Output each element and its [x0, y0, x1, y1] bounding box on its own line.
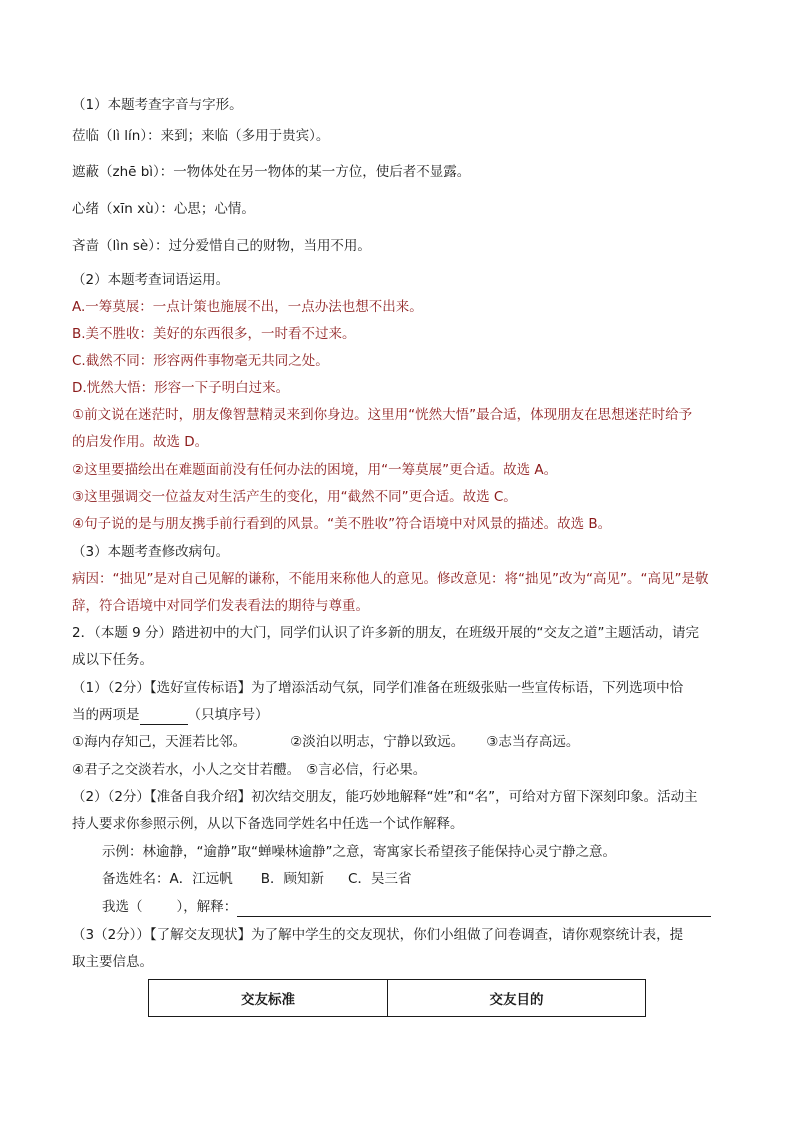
table-header-row — [149, 980, 646, 1017]
candidate-names — [102, 869, 411, 889]
q2-analysis-4: ④句子说的是与朋友携手前行看到的风景。“美不胜收”符合语境中对风景的描述。故选 B。 — [72, 516, 612, 532]
q2-heading: （2）本题考查词语运用。 — [72, 272, 230, 288]
question2-intro-line1: 2．（本题 9 分）踏进初中的大门，同学们认识了许多新的朋友，在班级开展的“交友之道”主题活动，请完 — [72, 625, 699, 641]
task1-line1: （1）（2分）【选好宣传标语】为了增添活动气氛，同学们准备在班级张贴一些宣传标语，下列选项中恰 — [72, 680, 684, 696]
q2-analysis-1-line1: ①前文说在迷茫时，朋友像智慧精灵来到你身边。这里用“恍然大悟”最合适，体现朋友在思想迷茫时给予 — [72, 407, 693, 423]
candidates-label: 备选姓名： — [102, 871, 170, 887]
q2-option-b: B.美不胜收：美好的东西很多，一时看不过来。 — [72, 326, 356, 342]
q1-item-3: 心绪（xīn xù）：心思；心情。 — [72, 201, 255, 217]
q1-heading: （1）本题考查字音与字形。 — [72, 97, 243, 113]
q1-item-2: 遮蔽（zhē bì）：一物体处在另一物体的某一方位，使后者不显露。 — [72, 164, 471, 180]
slogan-4: ④君子之交淡若水，小人之交甘若醴。 — [72, 762, 301, 778]
task3-line2: 取主要信息。 — [72, 954, 153, 970]
q2-option-d: D.恍然大悟：形容一下子明白过来。 — [72, 380, 290, 396]
table-header-friend-purpose: 交友目的 — [388, 980, 646, 1017]
task2-line1: （2）（2分）【准备自我介绍】初次结交朋友，能巧妙地解释“姓”和“名”，可给对方留下深刻印象。活动主 — [72, 789, 698, 805]
q3-line2: 辞，符合语境中对同学们发表看法的期待与尊重。 — [72, 598, 369, 614]
task3-line1: （3（2分））【了解交友现状】为了解中学生的交友现状，你们小组做了问卷调查，请你观察统计表，提 — [72, 927, 684, 943]
name-example: 示例：林逾静，“逾静”取“蝉噪林逾静”之意，寄寓家长希望孩子能保持心灵宁静之意。 — [102, 844, 616, 860]
choose-line — [102, 897, 711, 917]
slogan-row-2 — [72, 760, 426, 780]
slogan-1: ①海内存知己，天涯若比邻。 — [72, 734, 247, 750]
explanation-blank[interactable] — [237, 902, 711, 917]
task2-line2: 持人要求你参照示例，从以下备选同学姓名中任选一个试作解释。 — [72, 816, 464, 832]
q2-analysis-1-line2: 的启发作用。故选 D。 — [72, 434, 209, 450]
question2-intro-line2: 成以下任务。 — [72, 652, 153, 668]
q2-option-c: C.截然不同：形容两件事物毫无共同之处。 — [72, 353, 329, 369]
choose-suffix: ），解释： — [176, 899, 238, 915]
q1-item-4: 吝啬（lìn sè）：过分爱惜自己的财物，当用不用。 — [72, 238, 371, 254]
q2-option-a: A.一筹莫展：一点计策也施展不出，一点办法也想不出来。 — [72, 299, 423, 315]
task1-line2-prefix: 当的两项是 — [72, 707, 140, 723]
candidate-c: C．吴三省 — [348, 871, 412, 887]
table-header-friend-standard: 交友标准 — [149, 980, 388, 1017]
q3-line1: 病因：“拙见”是对自己见解的谦称，不能用来称他人的意见。修改意见：将“拙见”改为“高见”。“高见”是敬 — [72, 571, 709, 587]
q1-item-1: 莅临（lì lín）：来到；来临（多用于贵宾）。 — [72, 128, 330, 144]
slogan-row-1 — [72, 732, 579, 752]
slogan-3: ③志当存高远。 — [486, 734, 580, 750]
q2-analysis-3: ③这里强调交一位益友对生活产生的变化，用“截然不同”更合适。故选 C。 — [72, 489, 517, 505]
task1-line2 — [72, 705, 269, 725]
candidate-a: A．江远帆 — [169, 871, 233, 887]
candidate-b: B．顾知新 — [260, 871, 325, 887]
q3-heading: （3）本题考查修改病句。 — [72, 544, 230, 560]
q2-analysis-2: ②这里要描绘出在难题面前没有任何办法的困境，用“一筹莫展”更合适。故选 A。 — [72, 462, 558, 478]
survey-table — [148, 979, 646, 1017]
task1-line2-suffix: （只填序号） — [187, 707, 269, 723]
slogan-2: ②淡泊以明志，宁静以致远。 — [290, 734, 465, 750]
slogan-5: ⑤言必信，行必果。 — [306, 762, 427, 778]
choose-prefix: 我选（ — [102, 899, 143, 915]
answer-blank[interactable] — [140, 710, 188, 725]
